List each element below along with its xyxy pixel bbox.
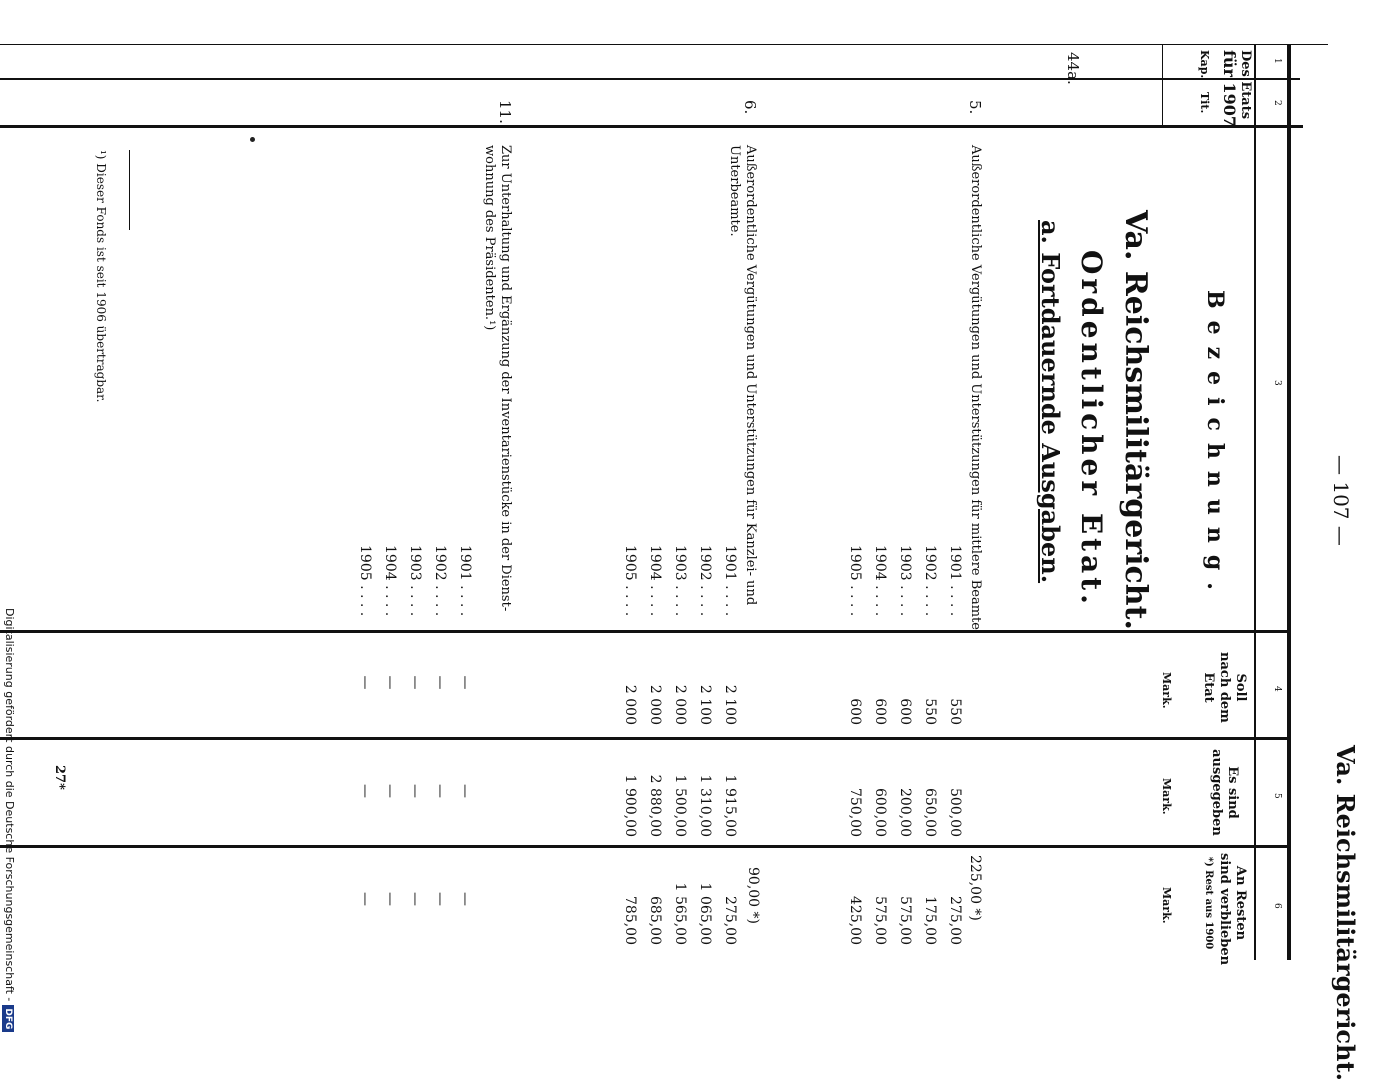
titel-number: 5. <box>966 100 984 115</box>
footnote: ¹) Dieser Fonds ist seit 1906 übertragbar. <box>94 150 108 403</box>
entry-text-line: Außerordentliche Vergütungen und Unterstützungen für Kanzlei- und <box>743 145 758 606</box>
soll-value: 2 000 <box>622 684 638 725</box>
soll-value: — <box>432 675 448 690</box>
kapitel-number: 44a. <box>1064 52 1082 85</box>
soll-value: 600 <box>872 698 888 725</box>
col-number-2: 2 <box>1272 100 1282 106</box>
entry-text-line: Außerordentliche Vergütungen und Unterstützungen für mittlere Beamte. <box>968 145 983 635</box>
ausgegeben-value: 1 310,00 <box>697 774 713 837</box>
ausgegeben-value: 600,00 <box>872 788 888 837</box>
unit-ausgegeben: Mark. <box>1160 778 1173 815</box>
col-number-5: 5 <box>1272 793 1282 799</box>
header-soll-line1: Soll <box>1233 673 1248 702</box>
rest-value: 575,00 <box>872 896 888 945</box>
soll-value: 550 <box>947 698 963 725</box>
header-kap: Kap. <box>1198 50 1211 79</box>
unit-soll: Mark. <box>1160 672 1173 709</box>
header-des-etats <box>1221 50 1253 130</box>
ausgegeben-value: 200,00 <box>897 788 913 837</box>
unit-resten: Mark. <box>1160 887 1173 924</box>
dfg-logo: DFG <box>2 1005 14 1032</box>
year-label: 1903 . . . . <box>672 545 688 617</box>
soll-aus-rule <box>0 737 1288 740</box>
rest-value: 1 065,00 <box>697 882 713 945</box>
year-label: 1902 . . . . <box>922 545 938 617</box>
year-label: 1905 . . . . <box>357 545 373 617</box>
rest-value: 685,00 <box>647 896 663 945</box>
year-label: 1902 . . . . <box>697 545 713 617</box>
header-resten <box>1200 853 1248 966</box>
header-soll-line3: Etat <box>1201 672 1216 703</box>
header-tit: Tit. <box>1198 92 1211 114</box>
year-label: 1904 . . . . <box>647 545 663 617</box>
year-label: 1901 . . . . <box>947 545 963 617</box>
ausgegeben-value: — <box>457 784 473 798</box>
rest-value: 175,00 <box>922 896 938 945</box>
section-title: a. Fortdauernde Ausgaben. <box>1036 220 1065 584</box>
header-ausgegeben <box>1208 745 1240 840</box>
soll-value: 2 000 <box>647 684 663 725</box>
year-label: 1904 . . . . <box>382 545 398 617</box>
digitization-note <box>2 608 16 1032</box>
col-number-6: 6 <box>1272 903 1282 909</box>
ausgegeben-value: 1 900,00 <box>622 774 638 837</box>
rest-value: 275,00 <box>722 896 738 945</box>
col-number-4: 4 <box>1272 686 1282 692</box>
rest-value: 1 565,00 <box>672 882 688 945</box>
soll-value: 2 100 <box>722 684 738 725</box>
header-ausgegeben-line2: ausgegeben <box>1209 749 1224 836</box>
titel-number: 6. <box>741 100 759 115</box>
year-label: 1901 . . . . <box>722 545 738 617</box>
kap-row-rule <box>1162 45 1163 125</box>
rest-value: — <box>382 892 398 906</box>
rest-value: — <box>357 892 373 906</box>
etat-title: Ordentlicher Etat. <box>1075 250 1108 608</box>
rest-value: 425,00 <box>847 896 863 945</box>
entry-text-line: Zur Unterhaltung und Ergänzung der Inventarienstücke in der Dienst- <box>498 145 513 612</box>
footnote-rule <box>129 150 130 230</box>
header-soll-line2: nach dem <box>1217 652 1232 723</box>
soll-value: — <box>357 675 373 690</box>
rest-value: — <box>457 892 473 906</box>
ausgegeben-value: — <box>432 784 448 798</box>
tit-bez-rule <box>0 125 1303 128</box>
page-number: — 107 — <box>1329 455 1353 546</box>
ausgegeben-value: — <box>357 784 373 798</box>
year-label: 1903 . . . . <box>897 545 913 617</box>
year-label: 1903 . . . . <box>407 545 423 617</box>
speck <box>250 137 255 142</box>
rest-value: — <box>432 892 448 906</box>
header-resten-line2: sind verblieben <box>1217 853 1232 966</box>
rest-1900: 225,00 *) <box>967 855 983 921</box>
rest-value: 575,00 <box>897 896 913 945</box>
signature-mark: 27* <box>52 765 67 790</box>
ausgegeben-value: 500,00 <box>947 788 963 837</box>
rest-1900: 90,00 *) <box>745 867 761 924</box>
rest-value: 275,00 <box>947 896 963 945</box>
aus-rest-rule <box>0 845 1288 848</box>
header-des-etats-line2: für 1907 <box>1220 50 1239 128</box>
running-head: Va. Reichsmilitärgericht. <box>1331 745 1360 1081</box>
top-rule <box>1287 45 1291 960</box>
kap-tit-rule <box>0 78 1300 80</box>
soll-value: — <box>407 675 423 690</box>
ausgegeben-value: 1 500,00 <box>672 774 688 837</box>
rest-value: — <box>407 892 423 906</box>
year-label: 1905 . . . . <box>622 545 638 617</box>
header-resten-line1: An Resten <box>1233 865 1248 941</box>
header-soll <box>1200 640 1248 735</box>
bez-soll-rule <box>0 630 1288 633</box>
header-rule <box>1254 45 1256 960</box>
year-label: 1902 . . . . <box>432 545 448 617</box>
ausgegeben-value: 650,00 <box>922 788 938 837</box>
ausgegeben-value: 1 915,00 <box>722 774 738 837</box>
digitization-text: Digitalisierung gefördert durch die Deutsche Forschungsgemeinschaft - <box>3 608 16 1002</box>
header-resten-line3: *) Rest aus 1900 <box>1203 856 1214 950</box>
header-ausgegeben-line1: Es sind <box>1225 766 1240 819</box>
rest-value: 785,00 <box>622 896 638 945</box>
year-label: 1901 . . . . <box>457 545 473 617</box>
soll-value: 2 000 <box>672 684 688 725</box>
chapter-title: Va. Reichsmilitärgericht. <box>1118 210 1153 630</box>
soll-value: 550 <box>922 698 938 725</box>
ausgegeben-value: 2 880,00 <box>647 774 663 837</box>
entry-text-line: wohnung des Präsidenten.¹) <box>482 145 497 331</box>
ausgegeben-value: — <box>382 784 398 798</box>
left-rule <box>0 44 1328 45</box>
col-number-1: 1 <box>1272 58 1282 64</box>
soll-value: 600 <box>897 698 913 725</box>
titel-number: 11. <box>496 100 514 124</box>
ausgegeben-value: 750,00 <box>847 788 863 837</box>
soll-value: 600 <box>847 698 863 725</box>
soll-value: 2 100 <box>697 684 713 725</box>
ausgegeben-value: — <box>407 784 423 798</box>
header-bezeichnung: Bezeichnung. <box>1202 290 1228 602</box>
soll-value: — <box>382 675 398 690</box>
col-number-3: 3 <box>1272 380 1282 386</box>
soll-value: — <box>457 675 473 690</box>
header-des-etats-line1: Des Etats <box>1238 50 1253 120</box>
year-label: 1905 . . . . <box>847 545 863 617</box>
year-label: 1904 . . . . <box>872 545 888 617</box>
entry-text-line: Unterbeamte. <box>727 145 742 237</box>
